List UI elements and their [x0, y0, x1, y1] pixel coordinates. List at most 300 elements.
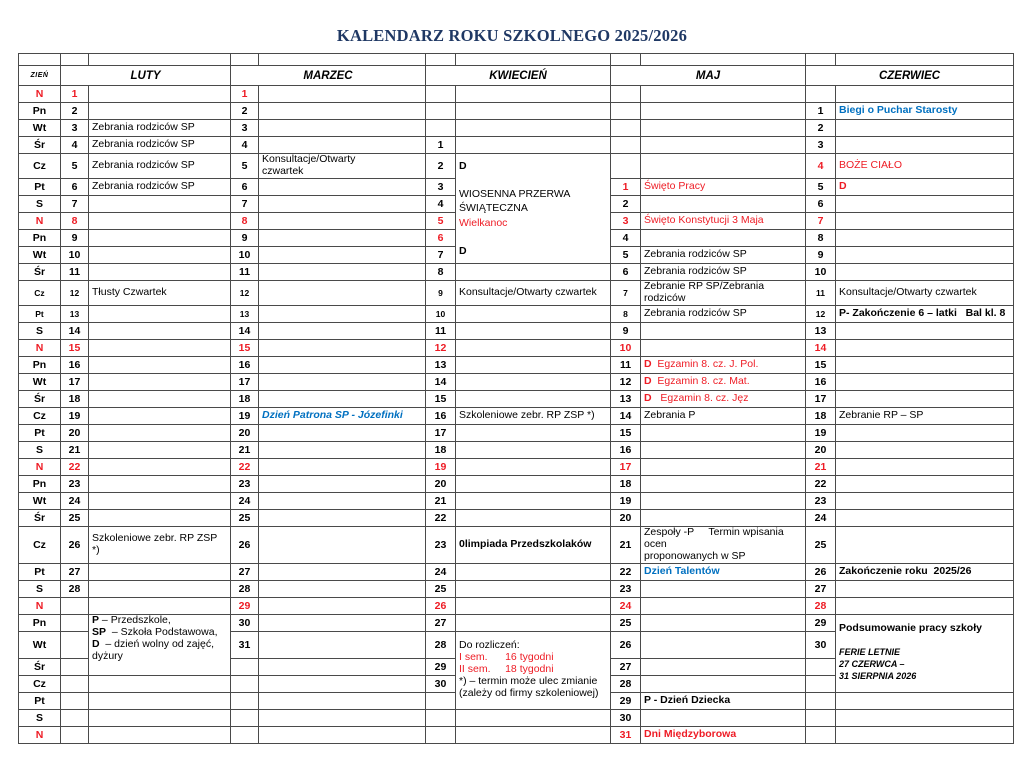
event-text: Tłusty Czwartek: [92, 285, 167, 298]
calendar-row: [19, 339, 1014, 356]
day-number-maj: [611, 137, 641, 154]
event-cell-kwiecien: [456, 407, 611, 424]
day-number-maj: 11: [611, 356, 641, 373]
event-cell-maj: [641, 631, 806, 658]
day-number-luty: 24: [61, 492, 89, 509]
event-text: P – Przedszkole,: [92, 614, 171, 626]
event-cell-kwiecien: [456, 726, 611, 743]
calendar-row: [19, 580, 1014, 597]
day-number-kwiecien: 27: [426, 614, 456, 631]
calendar-row: [19, 154, 1014, 179]
weekday-cell: Wt: [19, 373, 61, 390]
weekday-cell: Śr: [19, 509, 61, 526]
day-number-kwiecien: [426, 692, 456, 709]
event-text: Święto Pracy: [644, 179, 706, 192]
day-number-luty: 18: [61, 390, 89, 407]
day-number-czerwiec: 1: [806, 103, 836, 120]
event-cell-marzec: [259, 526, 426, 563]
event-text: [92, 663, 227, 675]
event-cell-maj: [641, 509, 806, 526]
event-cell-czerwiec: [836, 103, 1014, 120]
event-cell-kwiecien: [456, 120, 611, 137]
day-number-luty: 5: [61, 154, 89, 179]
day-number-maj: 19: [611, 492, 641, 509]
weekday-cell: Cz: [19, 407, 61, 424]
weekday-cell: N: [19, 86, 61, 103]
calendar-row: [19, 137, 1014, 154]
event-text: 0limpiada Przedszkolaków: [459, 537, 592, 550]
weekday-cell: Pt: [19, 178, 61, 195]
event-cell-luty: [89, 614, 231, 675]
day-number-maj: 22: [611, 563, 641, 580]
day-column-header: ZIEŃ: [19, 66, 61, 86]
event-text: Do rozliczeń:: [459, 639, 520, 652]
calendar-row: [19, 614, 1014, 631]
day-number-czerwiec: 5: [806, 178, 836, 195]
event-cell-kwiecien: [456, 509, 611, 526]
event-cell-luty: [89, 103, 231, 120]
event-cell-marzec: [259, 103, 426, 120]
event-cell-luty: [89, 526, 231, 563]
event-cell-maj: [641, 154, 806, 179]
event-cell-marzec: [259, 509, 426, 526]
event-cell-marzec: [259, 709, 426, 726]
weekday-cell: Pn: [19, 229, 61, 246]
weekday-cell: Cz: [19, 675, 61, 692]
event-cell-luty: [89, 246, 231, 263]
day-number-marzec: 21: [231, 441, 259, 458]
calendar-row: [19, 441, 1014, 458]
day-number-luty: 2: [61, 103, 89, 120]
day-number-marzec: 19: [231, 407, 259, 424]
event-cell-czerwiec: [836, 509, 1014, 526]
event-cell-luty: [89, 373, 231, 390]
day-number-luty: [61, 658, 89, 675]
day-number-luty: [61, 692, 89, 709]
day-number-kwiecien: 12: [426, 339, 456, 356]
day-number-kwiecien: 24: [426, 563, 456, 580]
day-number-luty: 17: [61, 373, 89, 390]
day-number-maj: 28: [611, 675, 641, 692]
day-number-maj: 18: [611, 475, 641, 492]
event-cell-marzec: [259, 322, 426, 339]
day-number-maj: 29: [611, 692, 641, 709]
event-cell-czerwiec: [836, 563, 1014, 580]
day-number-marzec: 15: [231, 339, 259, 356]
event-cell-czerwiec: [836, 305, 1014, 322]
event-text: D – dzień wolny od zajęć, dyżury: [92, 637, 217, 662]
event-cell-czerwiec: [836, 356, 1014, 373]
day-number-luty: 16: [61, 356, 89, 373]
day-number-marzec: 1: [231, 86, 259, 103]
event-text: Święto Konstytucji 3 Maja: [644, 213, 764, 226]
day-number-czerwiec: 7: [806, 212, 836, 229]
event-cell-kwiecien: [456, 373, 611, 390]
event-cell-kwiecien: [456, 441, 611, 458]
event-text: Zebranie RP – SP: [839, 408, 924, 421]
day-number-czerwiec: 2: [806, 120, 836, 137]
event-text: [839, 635, 1010, 647]
event-cell-marzec: [259, 614, 426, 631]
day-number-czerwiec: 8: [806, 229, 836, 246]
weekday-cell: S: [19, 709, 61, 726]
event-cell-kwiecien: [456, 280, 611, 305]
event-cell-maj: [641, 178, 806, 195]
event-cell-maj: [641, 709, 806, 726]
event-cell-kwiecien: [456, 356, 611, 373]
event-text: Biegi o Puchar Starosty: [839, 104, 958, 117]
event-cell-luty: [89, 441, 231, 458]
event-cell-luty: [89, 563, 231, 580]
weekday-cell: N: [19, 212, 61, 229]
event-cell-maj: [641, 492, 806, 509]
event-cell-czerwiec: [836, 709, 1014, 726]
day-number-luty: [61, 631, 89, 658]
event-text: Dni Międzyborowa: [644, 727, 737, 740]
event-cell-marzec: [259, 212, 426, 229]
day-number-maj: 6: [611, 263, 641, 280]
event-cell-maj: [641, 120, 806, 137]
event-cell-maj: [641, 390, 806, 407]
event-cell-marzec: [259, 178, 426, 195]
event-cell-maj: [641, 526, 806, 563]
month-header-luty: LUTY: [61, 66, 231, 86]
event-text: ŚWIĄTECZNA: [459, 202, 528, 215]
event-cell-kwiecien: [456, 614, 611, 631]
day-number-kwiecien: 28: [426, 631, 456, 658]
event-cell-maj: [641, 563, 806, 580]
event-cell-marzec: [259, 458, 426, 475]
calendar-row: [19, 86, 1014, 103]
day-number-kwiecien: 1: [426, 137, 456, 154]
day-number-kwiecien: 5: [426, 212, 456, 229]
day-number-marzec: 25: [231, 509, 259, 526]
event-text: D: [459, 244, 467, 257]
event-cell-luty: [89, 339, 231, 356]
day-number-czerwiec: 22: [806, 475, 836, 492]
event-cell-marzec: [259, 631, 426, 658]
weekday-cell: Wt: [19, 631, 61, 658]
day-number-czerwiec: 3: [806, 137, 836, 154]
event-text: (zależy od firmy szkoleniowej): [459, 687, 599, 700]
calendar-table: [18, 53, 1014, 744]
event-text: Zebrania rodziców SP: [92, 179, 195, 192]
day-number-marzec: 2: [231, 103, 259, 120]
event-cell-luty: [89, 492, 231, 509]
event-cell-maj: [641, 458, 806, 475]
event-cell-luty: [89, 280, 231, 305]
event-text: Zebrania rodziców SP: [92, 121, 195, 134]
day-number-marzec: 20: [231, 424, 259, 441]
day-number-maj: 9: [611, 322, 641, 339]
day-number-marzec: 5: [231, 154, 259, 179]
event-text: Podsumowanie pracy szkoły: [839, 622, 982, 635]
event-cell-luty: [89, 195, 231, 212]
event-cell-luty: [89, 509, 231, 526]
day-number-czerwiec: 24: [806, 509, 836, 526]
day-number-kwiecien: 20: [426, 475, 456, 492]
day-number-marzec: 17: [231, 373, 259, 390]
day-number-kwiecien: [426, 120, 456, 137]
day-number-czerwiec: 19: [806, 424, 836, 441]
event-cell-marzec: [259, 120, 426, 137]
day-number-marzec: 28: [231, 580, 259, 597]
event-cell-marzec: [259, 407, 426, 424]
day-number-kwiecien: 15: [426, 390, 456, 407]
month-header-row: [19, 66, 1014, 86]
day-number-luty: 26: [61, 526, 89, 563]
day-number-maj: 20: [611, 509, 641, 526]
event-text: P - Dzień Dziecka: [644, 693, 731, 706]
event-cell-czerwiec: [836, 390, 1014, 407]
event-text: II sem. 18 tygodni: [459, 663, 554, 676]
day-number-luty: 6: [61, 178, 89, 195]
day-number-kwiecien: 2: [426, 154, 456, 179]
event-cell-maj: [641, 475, 806, 492]
month-header-czerwiec: CZERWIEC: [806, 66, 1014, 86]
event-cell-kwiecien: [456, 631, 611, 709]
event-text: Zebrania rodziców SP: [92, 158, 195, 171]
day-number-marzec: 10: [231, 246, 259, 263]
weekday-cell: Wt: [19, 120, 61, 137]
event-cell-kwiecien: [456, 390, 611, 407]
day-number-czerwiec: 18: [806, 407, 836, 424]
event-cell-maj: [641, 597, 806, 614]
day-number-luty: 13: [61, 305, 89, 322]
event-cell-kwiecien: [456, 322, 611, 339]
day-number-czerwiec: 29: [806, 614, 836, 631]
event-cell-czerwiec: [836, 597, 1014, 614]
event-text: D Egzamin 8. cz. Mat.: [644, 374, 750, 387]
page-title: KALENDARZ ROKU SZKOLNEGO 2025/2026: [336, 26, 688, 45]
day-number-luty: 15: [61, 339, 89, 356]
event-cell-marzec: [259, 441, 426, 458]
event-text: SP – Szkoła Podstawowa,: [92, 625, 218, 638]
event-cell-kwiecien: [456, 492, 611, 509]
day-number-luty: 14: [61, 322, 89, 339]
event-cell-marzec: [259, 195, 426, 212]
day-number-marzec: 29: [231, 597, 259, 614]
day-number-maj: 5: [611, 246, 641, 263]
day-number-marzec: 30: [231, 614, 259, 631]
day-number-marzec: [231, 658, 259, 675]
event-cell-marzec: [259, 137, 426, 154]
day-number-kwiecien: 17: [426, 424, 456, 441]
event-text: Konsultacje/Otwarty: [262, 153, 356, 165]
event-text: Zebrania rodziców SP: [644, 264, 747, 277]
event-cell-marzec: [259, 492, 426, 509]
day-number-kwiecien: 19: [426, 458, 456, 475]
event-cell-maj: [641, 726, 806, 743]
event-cell-luty: [89, 390, 231, 407]
month-header-marzec: MARZEC: [231, 66, 426, 86]
day-number-czerwiec: 4: [806, 154, 836, 179]
event-cell-luty: [89, 475, 231, 492]
event-cell-maj: [641, 373, 806, 390]
day-number-maj: 12: [611, 373, 641, 390]
event-text: 27 CZERWCA –: [839, 659, 905, 670]
event-cell-czerwiec: [836, 492, 1014, 509]
day-number-czerwiec: 15: [806, 356, 836, 373]
calendar-row: [19, 103, 1014, 120]
event-text: BOŻE CIAŁO: [839, 158, 903, 171]
event-cell-maj: [641, 137, 806, 154]
event-cell-marzec: [259, 305, 426, 322]
event-cell-luty: [89, 692, 231, 709]
event-cell-marzec: [259, 390, 426, 407]
day-number-marzec: 27: [231, 563, 259, 580]
event-text: Zebranie RP SP/Zebrania rodziców: [644, 280, 767, 304]
event-cell-czerwiec: [836, 526, 1014, 563]
day-number-marzec: 8: [231, 212, 259, 229]
event-cell-maj: [641, 675, 806, 692]
weekday-cell: Pn: [19, 614, 61, 631]
event-cell-maj: [641, 212, 806, 229]
day-number-luty: [61, 726, 89, 743]
weekday-cell: Cz: [19, 154, 61, 179]
day-number-marzec: [231, 692, 259, 709]
day-number-maj: 8: [611, 305, 641, 322]
day-number-marzec: 16: [231, 356, 259, 373]
event-cell-maj: [641, 86, 806, 103]
day-number-luty: 3: [61, 120, 89, 137]
event-text: 31 SIERPNIA 2026: [839, 671, 917, 682]
event-text: Zebrania P: [644, 408, 696, 421]
weekday-cell: N: [19, 458, 61, 475]
event-cell-maj: [641, 424, 806, 441]
day-number-maj: [611, 120, 641, 137]
event-cell-luty: [89, 726, 231, 743]
event-cell-marzec: [259, 475, 426, 492]
event-cell-luty: [89, 305, 231, 322]
event-cell-luty: [89, 86, 231, 103]
event-cell-kwiecien: [456, 458, 611, 475]
event-text: Szkoleniowe zebr. RP ZSP *): [459, 408, 595, 421]
header-spacer-cell: [641, 54, 806, 66]
event-cell-maj: [641, 322, 806, 339]
event-text: D: [839, 179, 847, 192]
calendar-row: [19, 475, 1014, 492]
event-cell-czerwiec: [836, 137, 1014, 154]
event-cell-maj: [641, 103, 806, 120]
day-number-marzec: 12: [231, 280, 259, 305]
day-number-kwiecien: 16: [426, 407, 456, 424]
calendar-row: [19, 526, 1014, 563]
event-cell-kwiecien: [456, 475, 611, 492]
event-cell-czerwiec: [836, 178, 1014, 195]
day-number-luty: 23: [61, 475, 89, 492]
calendar-row: [19, 407, 1014, 424]
header-spacer-cell: [611, 54, 641, 66]
day-number-kwiecien: 18: [426, 441, 456, 458]
day-number-kwiecien: 26: [426, 597, 456, 614]
day-number-kwiecien: 11: [426, 322, 456, 339]
event-cell-maj: [641, 658, 806, 675]
day-number-luty: 1: [61, 86, 89, 103]
event-text: Zebrania rodziców SP: [92, 138, 195, 151]
event-cell-luty: [89, 424, 231, 441]
event-text: P- Zakończenie 6 – latki Bal kl. 8: [839, 306, 1006, 319]
day-number-kwiecien: 14: [426, 373, 456, 390]
day-number-marzec: 22: [231, 458, 259, 475]
day-number-marzec: 13: [231, 305, 259, 322]
day-number-luty: 20: [61, 424, 89, 441]
calendar-row: [19, 322, 1014, 339]
day-number-kwiecien: [426, 86, 456, 103]
calendar-row: [19, 563, 1014, 580]
weekday-cell: Śr: [19, 137, 61, 154]
calendar-row: [19, 263, 1014, 280]
event-cell-marzec: [259, 339, 426, 356]
day-number-luty: 12: [61, 280, 89, 305]
event-text: Zebrania rodziców SP: [644, 247, 747, 260]
day-number-marzec: 3: [231, 120, 259, 137]
event-cell-marzec: [259, 597, 426, 614]
day-number-maj: 4: [611, 229, 641, 246]
day-number-marzec: [231, 709, 259, 726]
event-cell-luty: [89, 675, 231, 692]
weekday-cell: N: [19, 597, 61, 614]
header-spacer-cell: [61, 54, 89, 66]
event-cell-kwiecien: [456, 305, 611, 322]
header-spacer-cell: [456, 54, 611, 66]
event-cell-luty: [89, 458, 231, 475]
event-cell-kwiecien: [456, 526, 611, 563]
event-cell-maj: [641, 280, 806, 305]
event-cell-marzec: [259, 229, 426, 246]
calendar-row: [19, 390, 1014, 407]
day-number-luty: [61, 709, 89, 726]
event-cell-maj: [641, 407, 806, 424]
event-cell-kwiecien: [456, 424, 611, 441]
event-cell-maj: [641, 339, 806, 356]
day-number-maj: 13: [611, 390, 641, 407]
weekday-cell: Pt: [19, 563, 61, 580]
weekday-cell: Wt: [19, 492, 61, 509]
event-cell-czerwiec: [836, 263, 1014, 280]
day-number-czerwiec: [806, 658, 836, 675]
header-spacer-cell: [231, 54, 259, 66]
event-cell-luty: [89, 407, 231, 424]
event-cell-czerwiec: [836, 458, 1014, 475]
day-number-czerwiec: [806, 692, 836, 709]
event-cell-luty: [89, 120, 231, 137]
event-cell-kwiecien: [456, 263, 611, 280]
calendar-row: [19, 492, 1014, 509]
page: [0, 26, 1024, 763]
day-number-maj: 10: [611, 339, 641, 356]
day-number-luty: 7: [61, 195, 89, 212]
day-number-maj: 25: [611, 614, 641, 631]
event-cell-marzec: [259, 356, 426, 373]
event-cell-czerwiec: [836, 154, 1014, 179]
day-number-maj: 15: [611, 424, 641, 441]
event-cell-marzec: [259, 563, 426, 580]
event-text: Wielkanoc: [459, 216, 508, 229]
event-cell-czerwiec: [836, 580, 1014, 597]
day-number-maj: 26: [611, 631, 641, 658]
month-header-kwiecien: KWIECIEŃ: [426, 66, 611, 86]
event-cell-luty: [89, 580, 231, 597]
event-cell-maj: [641, 441, 806, 458]
event-cell-luty: [89, 709, 231, 726]
day-number-marzec: 6: [231, 178, 259, 195]
day-number-luty: 25: [61, 509, 89, 526]
day-number-kwiecien: 3: [426, 178, 456, 195]
event-cell-czerwiec: [836, 195, 1014, 212]
day-number-luty: 4: [61, 137, 89, 154]
day-number-maj: 16: [611, 441, 641, 458]
